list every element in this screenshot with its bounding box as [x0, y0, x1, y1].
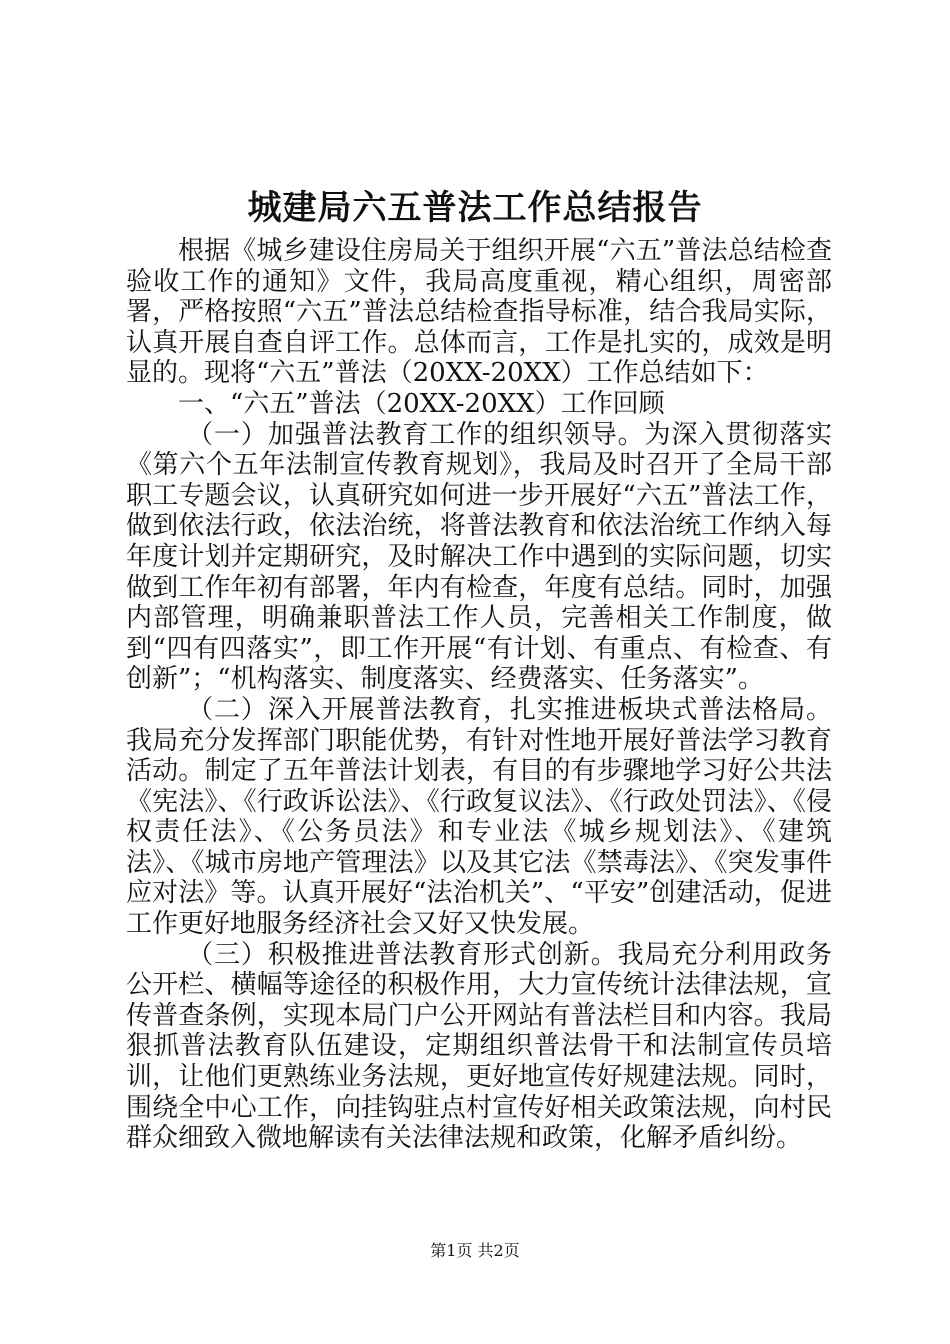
paragraph-item-2: （二）深入开展普法教育，扎实推进板块式普法格局。我局充分发挥部门职能优势，有针对性地开展好普法学习教育活动。制定了五年普法计划表，有目的有步骤地学习好公共法《宪法》、《行政诉讼法》、《行政复议法》、《行政处罚法》、《侵权责任法》、《公务员法》和专业法《城乡规划法》、《建筑法》、《城市房地产管理法》以及其它法《禁毒法》、《突发事件应对法》等。认真开展好“法治机关”、“平安”创建活动，促进工作更好地服务经济社会又好又快发展。 [126, 694, 832, 940]
paragraph-item-1: （一）加强普法教育工作的组织领导。为深入贯彻落实《第六个五年法制宣传教育规划》，我局及时召开了全局干部职工专题会议，认真研究如何进一步开展好“六五”普法工作，做到依法行政，依法治统，将普法教育和依法治统工作纳入每年度计划并定期研究，及时解决工作中遇到的实际问题，切实做到工作年初有部署，年内有检查，年度有总结。同时，加强内部管理，明确兼职普法工作人员，完善相关工作制度，做到“四有四落实”，即工作开展“有计划、有重点、有检查、有创新”；“机构落实、制度落实、经费落实、任务落实”。 [126, 419, 832, 695]
document-title: 城建局六五普法工作总结报告 [247, 188, 703, 228]
document-body [126, 236, 832, 1154]
section-heading-review: 一、“六五”普法（20XX-20XX）工作回顾 [178, 388, 665, 419]
paragraph-item-3: （三）积极推进普法教育形式创新。我局充分利用政务公开栏、横幅等途径的积极作用，大力宣传统计法律法规，宣传普查条例，实现本局门户公开网站有普法栏目和内容。我局狠抓普法教育队伍建设，定期组织普法骨干和法制宣传员培训，让他们更熟练业务法规，更好地宣传好规建法规。同时，围绕全中心工作，向挂钩驻点村宣传好相关政策法规，向村民群众细致入微地解读有关法律法规和政策，化解矛盾纠纷。 [126, 939, 832, 1154]
page-footer: 第1页 共2页 [430, 1241, 520, 1260]
paragraph-intro: 根据《城乡建设住房局关于组织开展“六五”普法总结检查验收工作的通知》文件，我局高度重视，精心组织，周密部署，严格按照“六五”普法总结检查指导标准，结合我局实际，认真开展自查自评工作。总体而言，工作是扎实的，成效是明显的。现将“六五”普法（20XX-20XX）工作总结如下： [126, 236, 832, 389]
